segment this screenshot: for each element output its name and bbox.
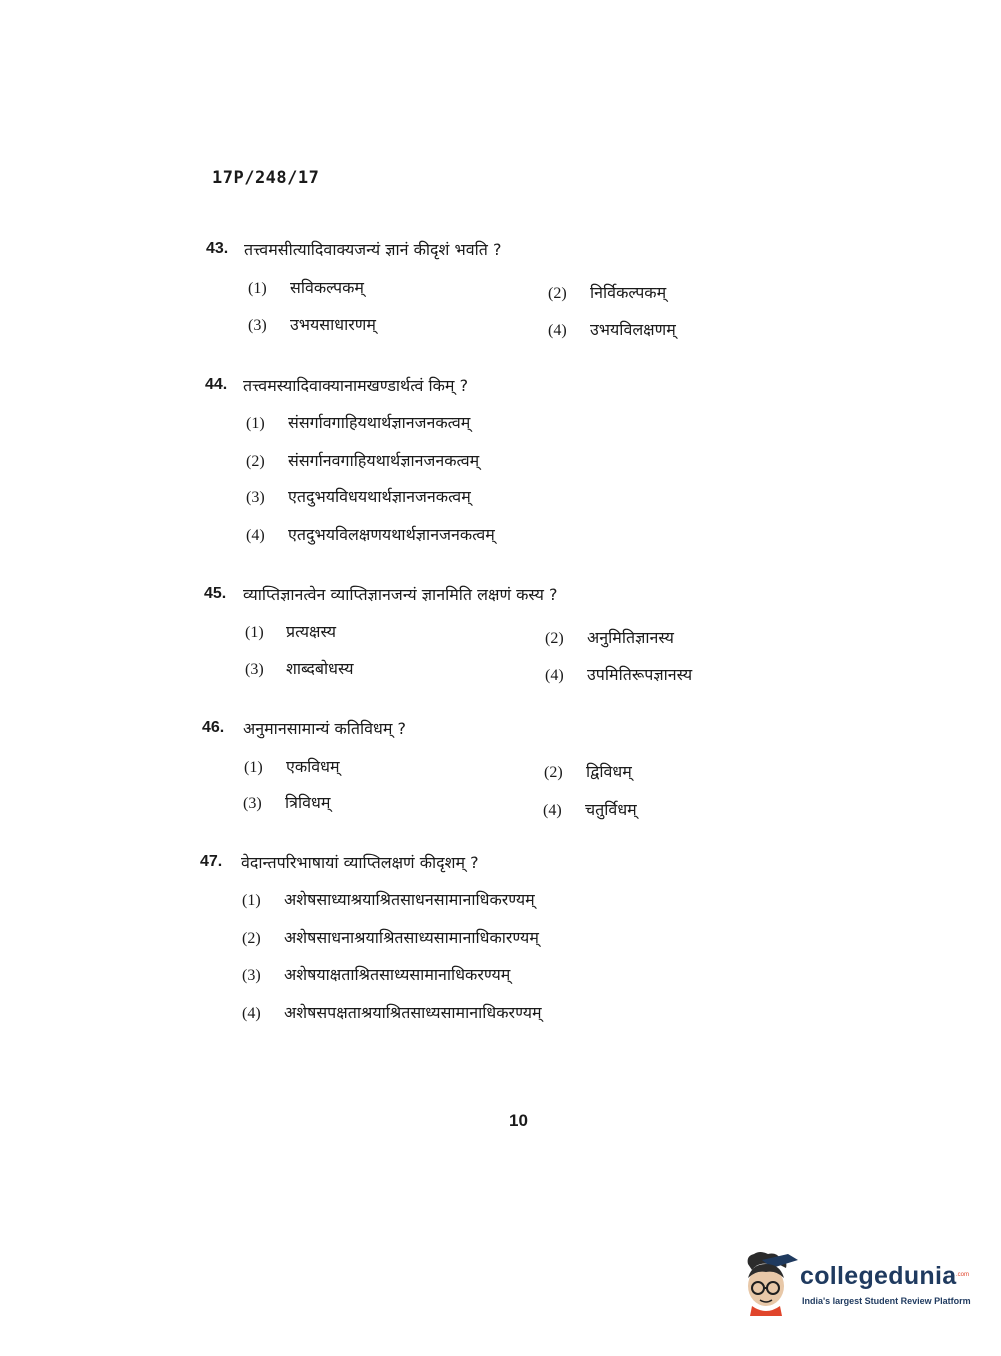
option-number: (2): [242, 930, 261, 947]
question-number: 43.: [206, 240, 229, 257]
option-number: (3): [246, 489, 265, 506]
option-text: निर्विकल्पकम्: [590, 283, 667, 302]
option-number: (3): [243, 795, 262, 812]
question-text: वेदान्तपरिभाषायां व्याप्तिलक्षणं कीदृशम् ?: [241, 853, 479, 872]
question-number: 47.: [200, 853, 223, 870]
question-number: 44.: [205, 376, 228, 393]
question-number: 46.: [202, 719, 225, 736]
question-text: तत्त्वमस्यादिवाक्यानामखण्डार्थत्वं किम् ?: [243, 376, 469, 395]
option-text: अनुमितिज्ञानस्य: [587, 628, 674, 647]
option-number: (2): [544, 764, 563, 781]
option-number: (4): [548, 322, 567, 339]
option-number: (4): [545, 667, 564, 684]
option-text: उभयसाधारणम्: [290, 315, 376, 334]
page-number: 10: [509, 1111, 528, 1130]
option-text: संसर्गानवगाहियथार्थज्ञानजनकत्वम्: [288, 451, 480, 470]
option-number: (1): [245, 624, 264, 641]
option-number: (1): [248, 280, 267, 297]
option-number: (4): [242, 1005, 261, 1022]
option-number: (2): [545, 630, 564, 647]
option-text: संसर्गावगाहियथार्थज्ञानजनकत्वम्: [288, 413, 471, 432]
option-number: (2): [548, 285, 567, 302]
option-text: चतुर्विधम्: [585, 800, 637, 819]
option-number: (4): [246, 527, 265, 544]
option-number: (3): [248, 317, 267, 334]
option-text: एकविधम्: [286, 757, 340, 776]
option-text: सविकल्पकम्: [290, 278, 364, 297]
option-text: एतदुभयविधयथार्थज्ञानजनकत्वम्: [288, 487, 471, 506]
option-number: (1): [242, 892, 261, 909]
question-text: अनुमानसामान्यं कतिविधम् ?: [243, 719, 407, 738]
option-number: (1): [246, 415, 265, 432]
option-number: (4): [543, 802, 562, 819]
option-text: प्रत्यक्षस्य: [286, 622, 337, 641]
option-text: अशेषसपक्षताश्रयाश्रितसाध्यसामानाधिकरण्यम्: [284, 1003, 542, 1022]
question-number: 45.: [204, 585, 227, 602]
option-text: एतदुभयविलक्षणयथार्थज्ञानजनकत्वम्: [288, 525, 495, 544]
option-text: शाब्दबोधस्य: [286, 659, 354, 678]
brand-name: collegedunia: [800, 1262, 957, 1290]
option-number: (3): [245, 661, 264, 678]
option-text: उभयविलक्षणम्: [590, 320, 676, 339]
brand-domain: .com: [956, 1272, 970, 1278]
question-text: व्याप्तिज्ञानत्वेन व्याप्तिज्ञानजन्यं ज्ञानमिति लक्षणं कस्य ?: [243, 585, 558, 604]
option-text: अशेषसाध्याश्रयाश्रितसाधनसामानाधिकरण्यम्: [284, 890, 535, 909]
option-text: उपमितिरूपज्ञानस्य: [587, 665, 693, 684]
option-number: (2): [246, 453, 265, 470]
option-text: द्विविधम्: [586, 762, 632, 781]
option-number: (1): [244, 759, 263, 776]
collegedunia-watermark: [742, 1250, 972, 1320]
paper-code: 17P/248/17: [212, 168, 320, 188]
brand-tagline: India's largest Student Review Platform: [802, 1296, 971, 1306]
mascot-icon: [742, 1250, 798, 1316]
option-text: अशेषयाक्षताश्रितसाध्यसामानाधिकरण्यम्: [284, 965, 511, 984]
option-text: त्रिविधम्: [285, 793, 331, 812]
question-text: तत्त्वमसीत्यादिवाक्यजन्यं ज्ञानं कीदृशं भवति ?: [244, 240, 502, 259]
option-text: अशेषसाधनाश्रयाश्रितसाध्यसामानाधिकारण्यम्: [284, 928, 539, 947]
option-number: (3): [242, 967, 261, 984]
